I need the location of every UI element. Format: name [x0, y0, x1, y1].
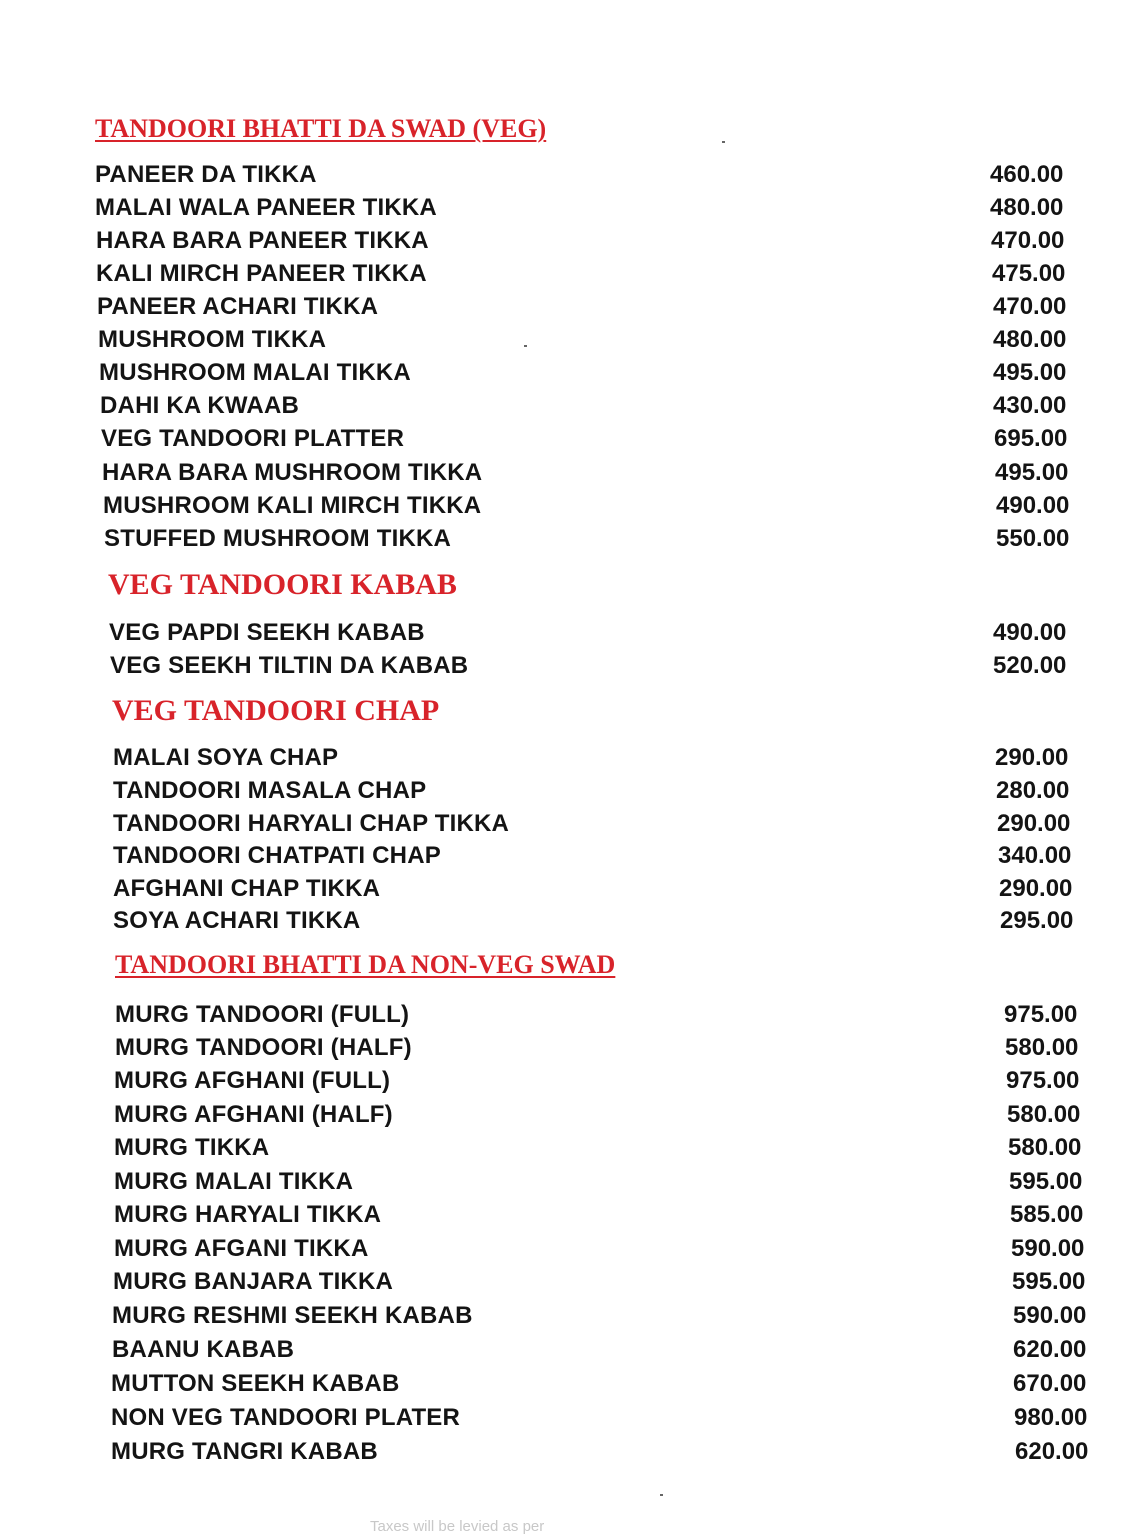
- stray-mark: [722, 141, 725, 143]
- item-name: KALI MIRCH PANEER TIKKA: [96, 260, 427, 287]
- item-price: 585.00: [1010, 1201, 1084, 1228]
- item-price: 975.00: [1006, 1067, 1080, 1094]
- item-name: HARA BARA PANEER TIKKA: [96, 227, 429, 254]
- item-name: MALAI SOYA CHAP: [113, 744, 339, 771]
- stray-mark: [660, 1494, 663, 1496]
- item-price: 280.00: [996, 777, 1070, 804]
- item-price: 580.00: [1008, 1134, 1082, 1161]
- item-price: 620.00: [1013, 1336, 1087, 1363]
- section-title-non-veg-tandoori: TANDOORI BHATTI DA NON-VEG SWAD: [115, 950, 616, 979]
- section-title-veg-tandoori: TANDOORI BHATTI DA SWAD (VEG): [95, 114, 547, 143]
- item-price: 975.00: [1004, 1001, 1078, 1028]
- item-price: 980.00: [1014, 1404, 1088, 1431]
- item-price: 495.00: [993, 359, 1067, 386]
- item-name: PANEER ACHARI TIKKA: [97, 293, 379, 320]
- item-price: 290.00: [995, 744, 1069, 771]
- item-price: 290.00: [999, 875, 1073, 902]
- item-name: MUSHROOM KALI MIRCH TIKKA: [103, 492, 482, 519]
- item-price: 460.00: [990, 161, 1064, 188]
- item-name: STUFFED MUSHROOM TIKKA: [104, 525, 452, 552]
- stray-mark: [524, 345, 527, 347]
- item-price: 470.00: [993, 293, 1067, 320]
- item-price: 670.00: [1013, 1370, 1087, 1397]
- item-name: SOYA ACHARI TIKKA: [113, 907, 361, 934]
- item-name: MURG AFGHANI (HALF): [114, 1101, 393, 1128]
- item-name: DAHI KA KWAAB: [100, 392, 300, 419]
- item-name: NON VEG TANDOORI PLATER: [111, 1404, 461, 1431]
- item-price: 295.00: [1000, 907, 1074, 934]
- item-name: MURG HARYALI TIKKA: [114, 1201, 382, 1228]
- item-price: 550.00: [996, 525, 1070, 552]
- item-price: 590.00: [1013, 1302, 1087, 1329]
- item-price: 595.00: [1012, 1268, 1086, 1295]
- item-name: MURG RESHMI SEEKH KABAB: [112, 1302, 473, 1329]
- item-name: MUSHROOM TIKKA: [98, 326, 327, 353]
- item-price: 520.00: [993, 652, 1067, 679]
- item-price: 490.00: [993, 619, 1067, 646]
- footer-note: Taxes will be levied as per: [370, 1518, 545, 1535]
- item-name: TANDOORI CHATPATI CHAP: [113, 842, 441, 869]
- item-name: PANEER DA TIKKA: [95, 161, 317, 188]
- item-name: MURG AFGANI TIKKA: [114, 1235, 369, 1262]
- section-title-veg-tandoori-chap: VEG TANDOORI CHAP: [112, 694, 440, 727]
- item-price: 470.00: [991, 227, 1065, 254]
- item-price: 595.00: [1009, 1168, 1083, 1195]
- item-name: MURG TIKKA: [114, 1134, 270, 1161]
- item-name: AFGHANI CHAP TIKKA: [113, 875, 381, 902]
- item-name: MURG TANDOORI (HALF): [115, 1034, 412, 1061]
- section-title-veg-tandoori-kabab: VEG TANDOORI KABAB: [108, 568, 457, 601]
- item-name: MURG BANJARA TIKKA: [113, 1268, 394, 1295]
- item-price: 480.00: [990, 194, 1064, 221]
- item-price: 475.00: [992, 260, 1066, 287]
- item-name: VEG SEEKH TILTIN DA KABAB: [110, 652, 469, 679]
- item-name: TANDOORI MASALA CHAP: [113, 777, 427, 804]
- item-name: VEG PAPDI SEEKH KABAB: [109, 619, 425, 646]
- item-name: MUSHROOM MALAI TIKKA: [99, 359, 411, 386]
- item-price: 480.00: [993, 326, 1067, 353]
- item-price: 340.00: [998, 842, 1072, 869]
- item-price: 580.00: [1007, 1101, 1081, 1128]
- item-name: MURG TANGRI KABAB: [111, 1438, 378, 1465]
- item-name: HARA BARA MUSHROOM TIKKA: [102, 459, 483, 486]
- item-name: MURG AFGHANI (FULL): [114, 1067, 391, 1094]
- item-price: 490.00: [996, 492, 1070, 519]
- item-name: MURG TANDOORI (FULL): [115, 1001, 410, 1028]
- item-price: 620.00: [1015, 1438, 1089, 1465]
- item-name: TANDOORI HARYALI CHAP TIKKA: [113, 810, 510, 837]
- item-name: BAANU KABAB: [112, 1336, 295, 1363]
- item-name: MUTTON SEEKH KABAB: [111, 1370, 400, 1397]
- item-price: 495.00: [995, 459, 1069, 486]
- item-price: 290.00: [997, 810, 1071, 837]
- item-name: VEG TANDOORI PLATTER: [101, 425, 405, 452]
- item-name: MALAI WALA PANEER TIKKA: [95, 194, 437, 221]
- item-price: 430.00: [993, 392, 1067, 419]
- item-price: 590.00: [1011, 1235, 1085, 1262]
- item-price: 580.00: [1005, 1034, 1079, 1061]
- item-name: MURG MALAI TIKKA: [114, 1168, 354, 1195]
- item-price: 695.00: [994, 425, 1068, 452]
